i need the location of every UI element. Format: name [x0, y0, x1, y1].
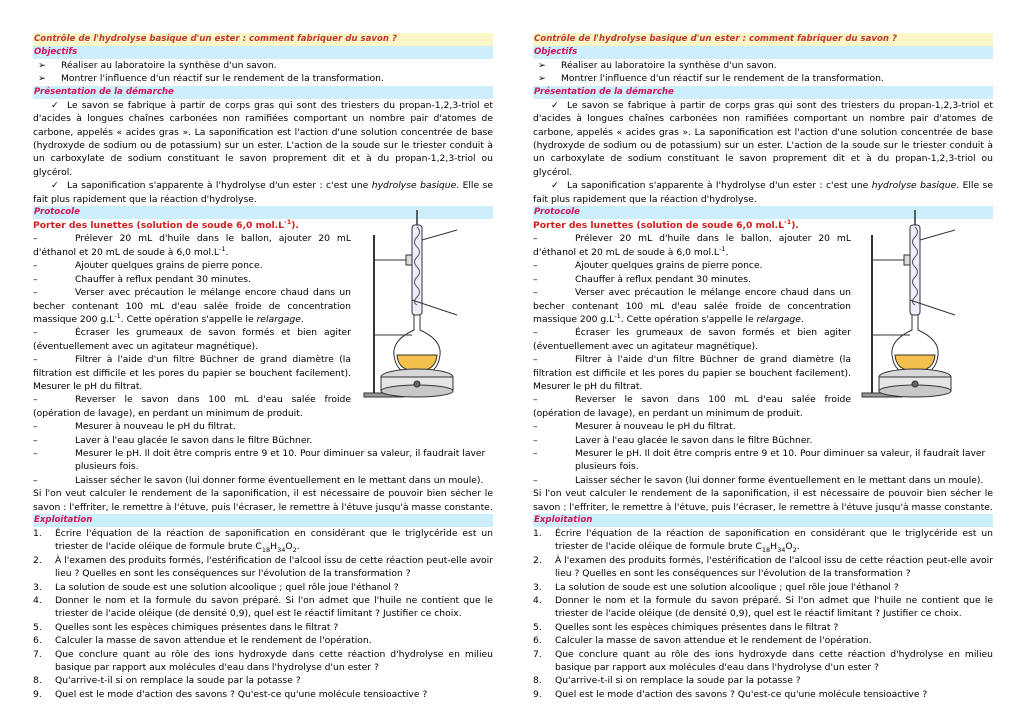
check-icon: ✓: [551, 99, 559, 111]
safety-warning: Porter des lunettes (solution de soude 6,0 $mol.L^{-1}$).: [33, 218, 299, 232]
safety-warning: Porter des lunettes (solution de soude 6,0 $mol.L^{-1}$).: [533, 218, 799, 232]
question: 9. Quel est le mode d'action des savons ? Qu'est-ce qu'une molécule tensioactive ?: [33, 688, 428, 700]
protocol-step: – Mesurer à nouveau le pH du filtrat.: [33, 421, 236, 433]
protocol-step: – Écraser les grumeaux de savon formés et bien agiter (éventuellement avec un agitateur magnétique).: [533, 327, 851, 352]
objective-item: ➢ Réaliser au laboratoire la synthèse d'un savon.: [533, 59, 993, 72]
protocol-step: – Mesurer le pH. Il doit être compris entre 9 et 10. Pour diminuer sa valeur, il faudrait laver plusieurs fois.: [33, 447, 486, 473]
protocol-step: – Laver à l'eau glacée le savon dans le filtre Büchner.: [33, 434, 313, 446]
protocol-step: – Filtrer à l'aide d'un filtre Büchner de grand diamètre (la filtration est difficile et les pores du papier se bouchent facilement). Mesurer le pH du filtrat.: [33, 354, 351, 392]
question: 4. Donner le nom et la formule du savon préparé. Si l'on admet que l'huile ne contient que le triester de l'acide oléique (de densité 0,9), quel est le réactif limitant ? Justifier ce choix.: [33, 595, 493, 620]
protocol-step: – Reverser le savon dans 100 mL d'eau salée froide (opération de lavage), en perdant un minimum de produit.: [533, 394, 851, 419]
presentation-paragraph: ✓ La saponification s'apparente à l'hydrolyse d'un ester : c'est une hydrolyse basique. Elle se fait plus rapidement que la réaction d'hydrolyse.: [33, 180, 493, 205]
reflux-apparatus-illustration: [860, 205, 970, 405]
protocol-step: – Chauffer à reflux pendant 30 minutes.: [33, 273, 251, 285]
question: 5. Quelles sont les espèces chimiques présentes dans le filtrat ?: [33, 621, 339, 633]
section-exploitation: Exploitation: [533, 514, 993, 527]
question: 1. Écrire l'équation de la réaction de saponification en considérant que le triglycéride est un triester de l'acide oléique de formule brute $C_{18}H_{34}O_2$.: [33, 528, 493, 555]
document-title: Contrôle de l'hydrolyse basique d'un ester : comment fabriquer du savon ?: [33, 33, 493, 46]
arrow-bullet-icon: ➢: [538, 60, 546, 71]
question: 6. Calculer la masse de savon attendue et le rendement de l'opération.: [33, 635, 372, 647]
protocol-step: – Filtrer à l'aide d'un filtre Büchner de grand diamètre (la filtration est difficile et les pores du papier se bouchent facilement). Mesurer le pH du filtrat.: [533, 354, 851, 392]
objective-item: ➢ Montrer l'influence d'un réactif sur le rendement de la transformation.: [33, 72, 493, 85]
protocol-step: – Prélever 20 mL d'huile dans le ballon, ajouter 20 mL d'éthanol et 20 mL de soude à 6,0 $mol.L^{-1}$.: [533, 233, 851, 258]
question: 7. Que conclure quant au rôle des ions hydroxyde dans cette réaction d'hydrolyse en milieu basique par rapport aux molécules d'eau dans l'hydrolyse d'un ester ?: [533, 648, 993, 674]
check-icon: ✓: [551, 180, 559, 192]
section-protocole: Protocole: [33, 206, 493, 219]
presentation-paragraph: ✓ Le savon se fabrique à partir de corps gras qui sont des triesters du propan-1,2,3-triol et d'acides à longues chaînes carbonées non ramifiées comportant un nombre pair d'atomes de carbone, appelés « acides gras ». La saponification est l'action d'une solution concentrée de base (hydroxyde de sodium ou de potassium) sur un ester. L'action de la soude sur le triester conduit à un carboxylate de sodium constituant le savon proprement dit et à du propan-1,2,3-triol ou glycérol.: [533, 99, 993, 178]
protocol-step: – Verser avec précaution le mélange encore chaud dans un becher contenant 100 mL d'eau salée froide de concentration massique 200 $g.L^{-1}$. Cette opération s'appelle le relargage.: [33, 287, 351, 325]
protocol-step: – Prélever 20 mL d'huile dans le ballon, ajouter 20 mL d'éthanol et 20 mL de soude à 6,0 $mol.L^{-1}$.: [33, 233, 351, 258]
question: 5. Quelles sont les espèces chimiques présentes dans le filtrat ?: [533, 621, 839, 633]
section-protocole: Protocole: [533, 206, 993, 219]
protocol-step: – Chauffer à reflux pendant 30 minutes.: [533, 273, 751, 285]
protocol-step: – Ajouter quelques grains de pierre ponce.: [33, 260, 263, 272]
section-presentation: Présentation de la démarche: [33, 86, 493, 99]
protocol-step: – Verser avec précaution le mélange encore chaud dans un becher contenant 100 mL d'eau salée froide de concentration massique 200 $g.L^{-1}$. Cette opération s'appelle le relargage.: [533, 287, 851, 325]
arrow-bullet-icon: ➢: [538, 73, 546, 85]
protocol-step: – Mesurer à nouveau le pH du filtrat.: [533, 421, 736, 433]
document-title: Contrôle de l'hydrolyse basique d'un ester : comment fabriquer du savon ?: [533, 33, 993, 46]
presentation-paragraph: ✓ Le savon se fabrique à partir de corps gras qui sont des triesters du propan-1,2,3-triol et d'acides à longues chaînes carbonées non ramifiées comportant un nombre pair d'atomes de carbone, appelés « acides gras ». La saponification est l'action d'une solution concentrée de base (hydroxyde de sodium ou de potassium) sur un ester. L'action de la soude sur le triester conduit à un carboxylate de sodium constituant le savon proprement dit et à du propan-1,2,3-triol ou glycérol.: [33, 99, 493, 178]
protocol-closing: Si l'on veut calculer le rendement de la saponification, il est nécessaire de pouvoir bien sécher le savon : l'effriter, le remettre à l'étuve, puis l'écraser, le remettre à l'étuve jusqu'à masse constante.: [33, 488, 493, 513]
question: 6. Calculer la masse de savon attendue et le rendement de l'opération.: [533, 635, 872, 647]
presentation-paragraph: ✓ La saponification s'apparente à l'hydrolyse d'un ester : c'est une hydrolyse basique. Elle se fait plus rapidement que la réaction d'hydrolyse.: [533, 180, 993, 205]
question: 3. La solution de soude est une solution alcoolique ; quel rôle joue l'éthanol ?: [533, 581, 899, 593]
question: 4. Donner le nom et la formule du savon préparé. Si l'on admet que l'huile ne contient que le triester de l'acide oléique (de densité 0,9), quel est le réactif limitant ? Justifier ce choix.: [533, 595, 993, 620]
check-icon: ✓: [51, 180, 59, 192]
protocol-step: – Mesurer le pH. Il doit être compris entre 9 et 10. Pour diminuer sa valeur, il faudrait laver plusieurs fois.: [533, 447, 986, 473]
objective-item: ➢ Réaliser au laboratoire la synthèse d'un savon.: [33, 59, 493, 72]
protocol-step: – Écraser les grumeaux de savon formés et bien agiter (éventuellement avec un agitateur magnétique).: [33, 327, 351, 352]
protocol-step: – Laver à l'eau glacée le savon dans le filtre Büchner.: [533, 434, 813, 446]
objective-item: ➢ Montrer l'influence d'un réactif sur le rendement de la transformation.: [533, 72, 993, 85]
section-exploitation: Exploitation: [33, 514, 493, 527]
protocol-step: – Reverser le savon dans 100 mL d'eau salée froide (opération de lavage), en perdant un minimum de produit.: [33, 394, 351, 419]
protocol-step: – Laisser sécher le savon (lui donner forme éventuellement en le mettant dans un moule).: [33, 474, 484, 486]
check-icon: ✓: [51, 99, 59, 111]
section-objectifs: Objectifs: [33, 46, 493, 59]
question: 7. Que conclure quant au rôle des ions hydroxyde dans cette réaction d'hydrolyse en milieu basique par rapport aux molécules d'eau dans l'hydrolyse d'un ester ?: [33, 648, 493, 674]
question: 9. Quel est le mode d'action des savons ? Qu'est-ce qu'une molécule tensioactive ?: [533, 688, 928, 700]
section-presentation: Présentation de la démarche: [533, 86, 993, 99]
reflux-apparatus-illustration: [362, 205, 472, 405]
section-objectifs: Objectifs: [533, 46, 993, 59]
protocol-step: – Laisser sécher le savon (lui donner forme éventuellement en le mettant dans un moule).: [533, 474, 984, 486]
question: 3. La solution de soude est une solution alcoolique ; quel rôle joue l'éthanol ?: [33, 581, 399, 593]
question: 8. Qu'arrive-t-il si on remplace la soude par la potasse ?: [533, 675, 801, 687]
protocol-closing: Si l'on veut calculer le rendement de la saponification, il est nécessaire de pouvoir bien sécher le savon : l'effriter, le remettre à l'étuve, puis l'écraser, le remettre à l'étuve jusqu'à masse constante.: [533, 488, 993, 513]
question: 2. À l'examen des produits formés, l'estérification de l'alcool issu de cette réaction peut-elle avoir lieu ? Quelles en sont les conséquences sur l'évolution de la transformation ?: [33, 554, 493, 580]
question: 2. À l'examen des produits formés, l'estérification de l'alcool issu de cette réaction peut-elle avoir lieu ? Quelles en sont les conséquences sur l'évolution de la transformation ?: [533, 554, 993, 580]
question: 8. Qu'arrive-t-il si on remplace la soude par la potasse ?: [33, 675, 301, 687]
question: 1. Écrire l'équation de la réaction de saponification en considérant que le triglycéride est un triester de l'acide oléique de formule brute $C_{18}H_{34}O_2$.: [533, 528, 993, 555]
arrow-bullet-icon: ➢: [38, 60, 46, 71]
arrow-bullet-icon: ➢: [38, 73, 46, 85]
protocol-step: – Ajouter quelques grains de pierre ponce.: [533, 260, 763, 272]
